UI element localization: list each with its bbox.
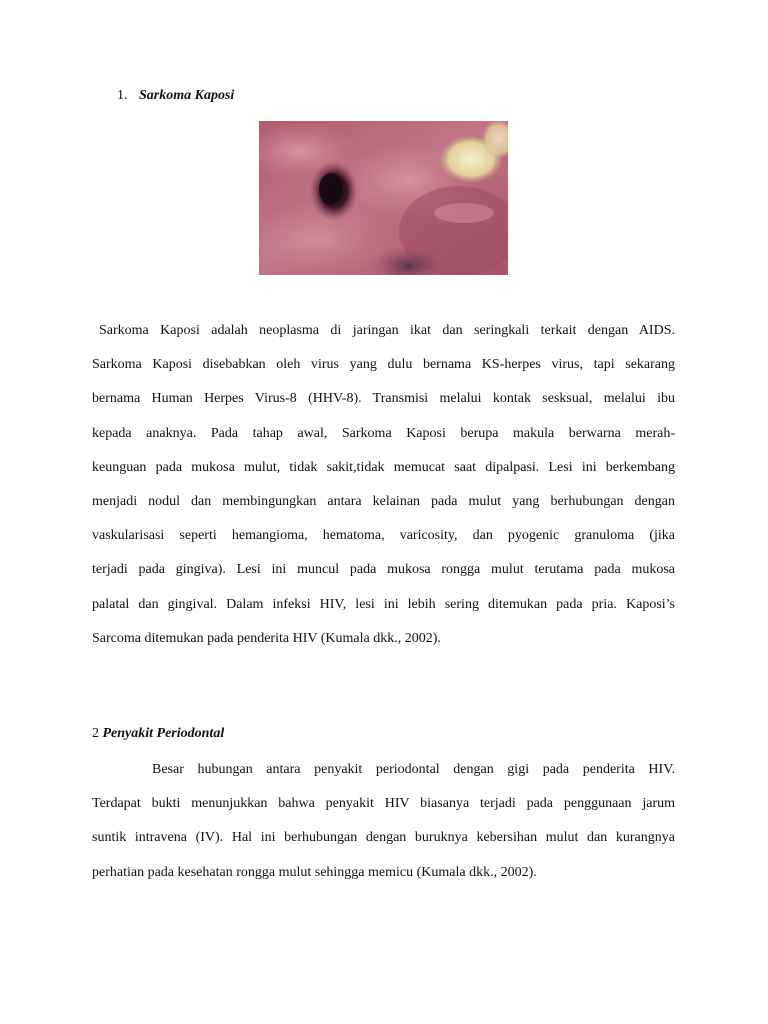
- section-title: Sarkoma Kaposi: [139, 88, 235, 103]
- paragraph-line: Terdapat bukti menunjukkan bahwa penyakit HIV biasanya terjadi pada penggunaan jarum: [92, 796, 675, 812]
- paragraph-line: vaskularisasi seperti hemangioma, hematoma, varicosity, dan pyogenic granuloma (jika: [92, 528, 675, 544]
- paragraph-line: palatal dan gingival. Dalam infeksi HIV, lesi ini lebih sering ditemukan pada pria. Kaposi’s: [92, 596, 675, 612]
- paragraph-line: keunguan pada mukosa mulut, tidak sakit,tidak memucat saat dipalpasi. Lesi ini berkembang: [92, 459, 675, 475]
- section-heading-penyakit-periodontal: [92, 725, 224, 743]
- paragraph-line: bernama Human Herpes Virus-8 (HHV-8). Transmisi melalui kontak sesksual, melalui ibu: [92, 391, 675, 407]
- section-number: 2: [92, 726, 103, 741]
- paragraph-line: Besar hubungan antara penyakit periodontal dengan gigi pada penderita HIV.: [152, 762, 675, 777]
- oral-lesion-image: [259, 121, 508, 275]
- paragraph-line: menjadi nodul dan membingungkan antara kelainan pada mulut yang berhubungan dengan: [92, 493, 675, 509]
- section-title: Penyakit Periodontal: [102, 726, 225, 741]
- paragraph-line: Sarkoma Kaposi disebabkan oleh virus yang dulu bernama KS-herpes virus, tapi sekarang: [92, 357, 675, 373]
- paragraph-kaposi: [92, 322, 675, 664]
- paragraph-periodontal: [92, 761, 675, 898]
- paragraph-line: suntik intravena (IV). Hal ini berhubungan dengan buruknya kebersihan mulut dan kurangnya: [92, 830, 675, 846]
- paragraph-line: Sarkoma Kaposi adalah neoplasma di jaringan ikat dan seringkali terkait dengan AIDS.: [99, 323, 675, 338]
- paragraph-line: Sarcoma ditemukan pada penderita HIV (Kumala dkk., 2002).: [92, 630, 441, 646]
- section-number: 1.: [117, 88, 128, 103]
- paragraph-line: perhatian pada kesehatan rongga mulut sehingga memicu (Kumala dkk., 2002).: [92, 864, 537, 880]
- paragraph-line: kepada anaknya. Pada tahap awal, Sarkoma Kaposi berupa makula berwarna merah-: [92, 425, 675, 441]
- kaposi-sarcoma-photo: [259, 121, 508, 275]
- paragraph-line: terjadi pada gingiva). Lesi ini muncul pada mukosa rongga mulut terutama pada mukosa: [92, 562, 675, 578]
- section-heading-sarkoma-kaposi: [117, 87, 234, 105]
